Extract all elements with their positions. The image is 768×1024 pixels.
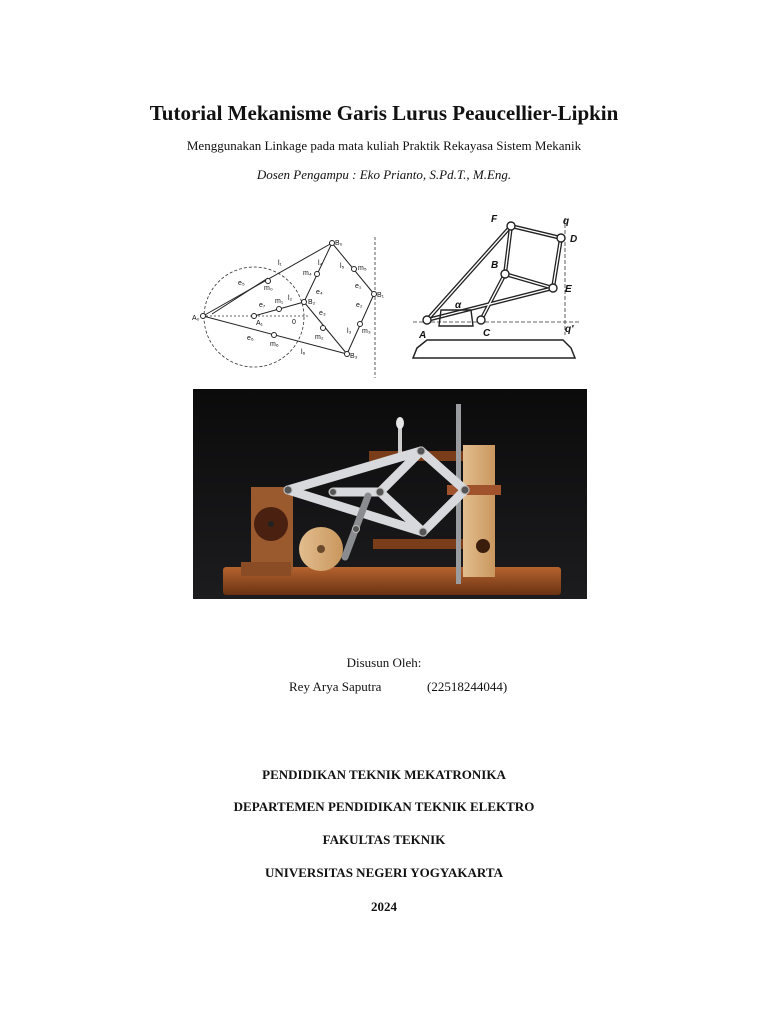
sketch-label: F [491,214,498,225]
mechanism-link-highlights [427,226,561,320]
linkage-schematic-diagram [192,232,392,380]
diagram-label: l₁ [278,260,282,267]
diagram-label: m₂ [315,334,324,341]
sketch-label: D [570,234,578,245]
university-name: UNIVERSITAS NEGERI YOGYAKARTA [265,865,503,880]
diagram-label: e₅ [238,280,245,287]
sketch-label: A [419,330,427,341]
diagram-label: B₃ [350,353,358,360]
photo-svg [193,389,587,599]
sketch-label: B [491,260,499,271]
author-name: Rey Arya Saputra [289,679,382,694]
diagram-label: l₂ [288,295,293,302]
right-wooden-block [463,445,495,577]
diagram-label: m₁ [275,298,284,305]
diagram-label: e₃ [319,310,326,317]
diagram-label: e₄ [316,289,323,296]
author-student-id: (22518244044) [427,679,508,694]
left-post-foot [241,562,291,576]
diagram-label: l₅ [340,263,345,270]
diagram-label: m₅ [358,265,367,272]
diagram-label: l₃ [347,328,352,335]
sketch-label: q [563,216,570,227]
diagram-label: m₆ [270,341,279,348]
mechanism-joints [423,222,565,324]
diagram-label: e₂ [356,302,363,309]
diagram-label: A₁ [256,320,264,327]
diagram-label: m₄ [303,270,312,277]
diagram-label: m₃ [362,328,371,335]
compiled-by-label: Disusun Oleh: [346,655,422,670]
document-subtitle: Menggunakan Linkage pada mata kuliah Praktik Rekayasa Sistem Mekanik [186,138,582,153]
handle-knob [396,417,404,429]
diagram-label: A₀ [192,315,200,322]
diagram-label: e₇ [259,302,266,309]
right-block-hole [476,539,490,553]
diagram-labels [192,240,385,360]
document-year: 2024 [371,899,397,914]
study-program: PENDIDIKAN TEKNIK MEKATRONIKA [262,767,506,782]
linkage-schematic-svg [192,232,392,380]
crank-disc-hub [317,545,325,553]
faculty-name: FAKULTAS TEKNIK [322,832,446,847]
linkage-model-photo [193,389,587,599]
department-name: DEPARTEMEN PENDIDIKAN TEKNIK ELEKTRO [233,799,535,814]
left-wheel-hub [268,521,274,527]
sketch-label: q' [565,324,574,335]
diagram-label: B₀ [335,240,343,247]
mechanism-base [413,340,575,358]
diagram-label: m₀ [264,285,273,292]
peaucellier-mechanism-sketch [405,210,585,365]
diagram-label: B₁ [377,292,385,299]
sketch-label: C [483,328,491,339]
mechanism-sketch-svg [405,210,585,365]
document-title: Tutorial Mekanisme Garis Lurus Peaucellier-Lipkin [149,101,619,125]
diagram-label: l₆ [301,349,306,356]
sketch-label: α [455,300,462,311]
diagram-label: 0 [292,319,296,326]
sketch-label: E [565,284,572,295]
diagram-label: B₂ [308,299,316,306]
mechanism-links [427,226,561,320]
diagram-label: e₁ [355,283,362,290]
diagram-label: e₆ [247,335,254,342]
lecturer-line: Dosen Pengampu : Eko Prianto, S.Pd.T., M.Eng. [256,167,512,182]
diagram-label: l₄ [318,260,323,267]
